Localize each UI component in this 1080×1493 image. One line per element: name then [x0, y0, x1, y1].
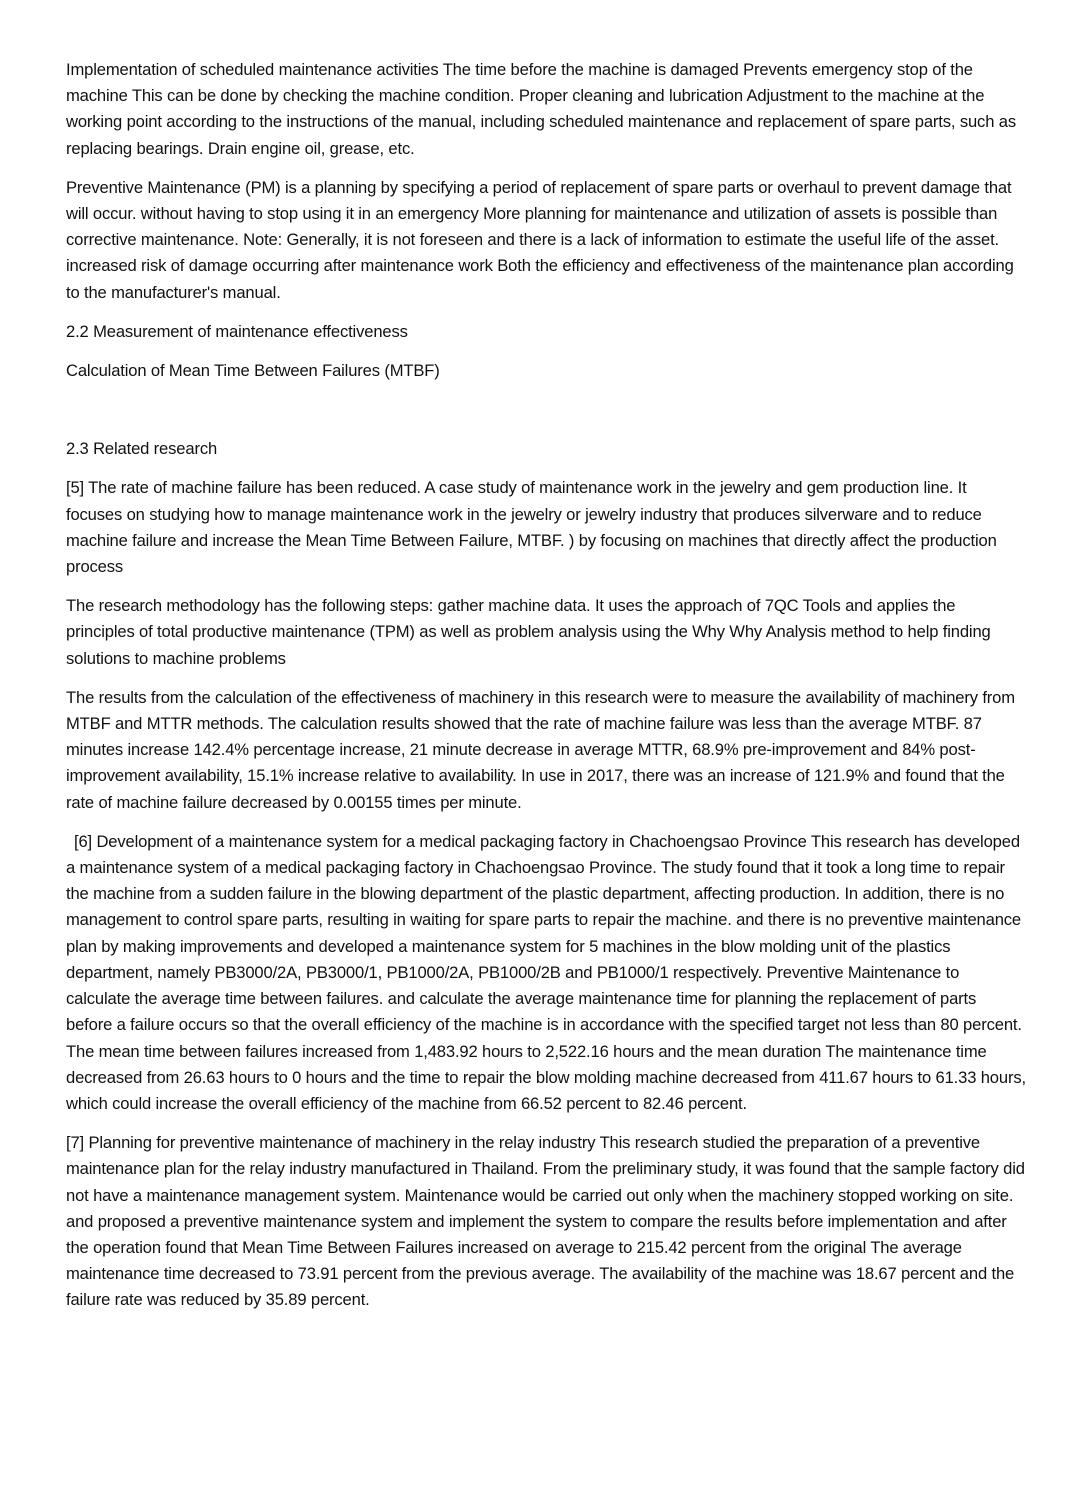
subheading-mtbf-calculation: Calculation of Mean Time Between Failures (MTBF)	[66, 361, 440, 381]
paragraph-preventive-maintenance: Preventive Maintenance (PM) is a planning by specifying a period of replacement of spare parts or overhaul to prevent damage that will occur. without having to stop using it in an emergency More planning for maintenance and utilization of assets is possible than corrective maintenance. Note: Generally, it is not foreseen and there is a lack of information to estimate the useful life of the asset. increased risk of damage occurring after maintenance work Both the efficiency and effectiveness of the maintenance plan according to the manufacturer's manual.	[66, 177, 1014, 302]
paragraph-scheduled-maintenance: Implementation of scheduled maintenance activities The time before the machine is damaged Prevents emergency stop of the machine This can be done by checking the machine condition. Proper cleaning and lubrication Adjustment to the machine at the working point according to the instructions of the manual, including scheduled maintenance and replacement of spare parts, such as replacing bearings. Drain engine oil, grease, etc.	[66, 60, 1016, 158]
paragraph-research-5: [5] The rate of machine failure has been reduced. A case study of maintenance work in the jewelry and gem production line. It focuses on studying how to manage maintenance work in the jewelry or jewelry industry that produces silverware and to reduce machine failure and increase the Mean Time Between Failure, MTBF. ) by focusing on machines that directly affect the production process	[66, 478, 997, 577]
section-heading-2-2: 2.2 Measurement of maintenance effectiveness	[66, 321, 408, 341]
section-heading-2-3: 2.3 Related research	[66, 439, 218, 459]
paragraph-research-results: The results from the calculation of the effectiveness of machinery in this research were to measure the availability of machinery from MTBF and MTTR methods. The calculation results showed that the rate of machine failure was less than the average MTBF. 87 minutes increase 142.4% percentage increase, 21 minute decrease in average MTTR, 68.9% pre-improvement and 84% post-improvement availability, 15.1% increase relative to availability. In use in 2017, there was an increase of 121.9% and found that the rate of machine failure decreased by 0.00155 times per minute.	[66, 687, 1015, 812]
document-page	[66, 57, 1026, 1327]
paragraph-research-methodology: The research methodology has the following steps: gather machine data. It uses the approach of 7QC Tools and applies the principles of total productive maintenance (TPM) as well as problem analysis using the Why Why Analysis method to help finding solutions to machine problems	[66, 596, 991, 668]
paragraph-research-6: [6] Development of a maintenance system for a medical packaging factory in Chachoengsao Province This research has developed a maintenance system of a medical packaging factory in Chachoengsao Province. The study found that it took a long time to repair the machine from a sudden failure in the blowing department of the plastic department, affecting production. In addition, there is no management to control spare parts, resulting in waiting for spare parts to repair the machine. and there is no preventive maintenance plan by making improvements and developed a maintenance system for 5 machines in the blow molding unit of the plastics department, namely PB3000/2A, PB3000/1, PB1000/2A, PB1000/2B and PB1000/1 respectively. Preventive Maintenance to calculate the average time between failures. and calculate the average maintenance time for planning the replacement of parts before a failure occurs so that the overall efficiency of the machine is in accordance with the specified target not less than 80 percent. The mean time between failures increased from 1,483.92 hours to 2,522.16 hours and the mean duration The maintenance time decreased from 26.63 hours to 0 hours and the time to repair the blow molding machine decreased from 411.67 hours to 61.33 hours, which could increase the overall efficiency of the machine from 66.52 percent to 82.46 percent.	[66, 831, 1026, 1113]
paragraph-research-7: [7] Planning for preventive maintenance of machinery in the relay industry This research studied the preparation of a preventive maintenance plan for the relay industry manufactured in Thailand. From the preliminary study, it was found that the sample factory did not have a maintenance management system. Maintenance would be carried out only when the machinery stopped working on site. and proposed a preventive maintenance system and implement the system to compare the results before implementation and after the operation found that Mean Time Between Failures increased on average to 215.42 percent from the original The average maintenance time decreased to 73.91 percent from the previous average. The availability of the machine was 18.67 percent and the failure rate was reduced by 35.89 percent.	[66, 1133, 1025, 1310]
